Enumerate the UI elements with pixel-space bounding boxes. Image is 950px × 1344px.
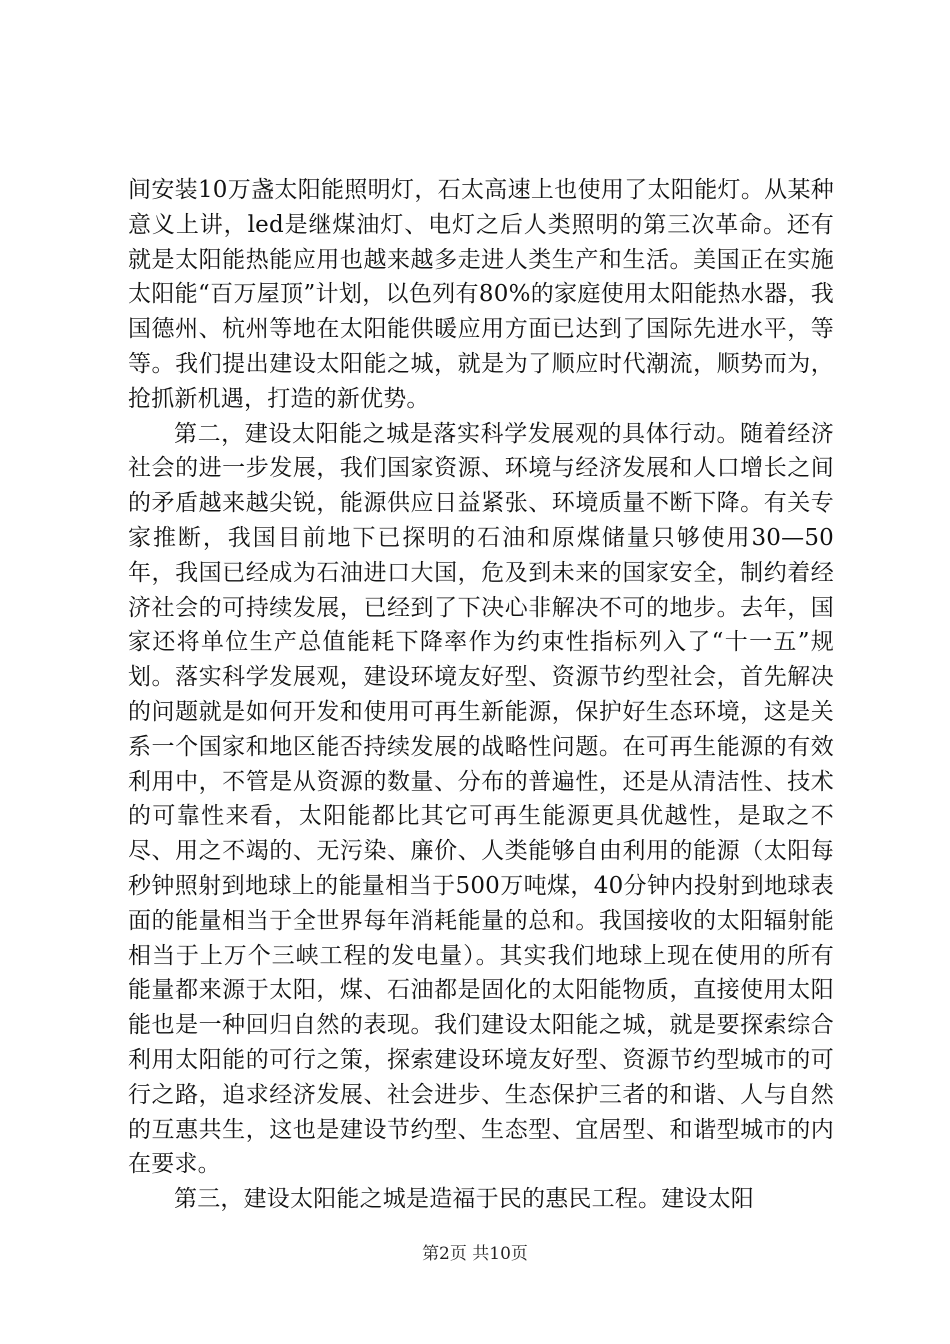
paragraph-3: 第三，建设太阳能之城是造福于民的惠民工程。建设太阳 (174, 1186, 754, 1213)
body-text (128, 173, 834, 1217)
paragraph-1: 间安装10万盏太阳能照明灯，石太高速上也使用了太阳能灯。从某种意义上讲，led是继煤油灯、电灯之后人类照明的第三次革命。还有就是太阳能热能应用也越来越多走进人类生产和生活。美国正在实施太阳能“百万屋顶”计划，以色列有80%的家庭使用太阳能热水器，我国德州、杭州等地在太阳能供暖应用方面已达到了国际先进水平，等等。我们提出建设太阳能之城，就是为了顺应时代潮流，顺势而为，抢抓新机遇，打造的新优势。 (128, 177, 834, 412)
paragraph-2: 第二，建设太阳能之城是落实科学发展观的具体行动。随着经济社会的进一步发展，我们国家资源、环境与经济发展和人口增长之间的矛盾越来越尖锐，能源供应日益紧张、环境质量不断下降。有关专家推断，我国目前地下已探明的石油和原煤储量只够使用30—50年，我国已经成为石油进口大国，危及到未来的国家安全，制约着经济社会的可持续发展，已经到了下决心非解决不可的地步。去年，国家还将单位生产总值能耗下降率作为约束性指标列入了“十一五”规划。落实科学发展观，建设环境友好型、资源节约型社会，首先解决的问题就是如何开发和使用可再生新能源，保护好生态环境，这是关系一个国家和地区能否持续发展的战略性问题。在可再生能源的有效利用中，不管是从资源的数量、分布的普遍性，还是从清洁性、技术的可靠性来看，太阳能都比其它可再生能源更具优越性，是取之不尽、用之不竭的、无污染、廉价、人类能够自由利用的能源（太阳每秒钟照射到地球上的能量相当于500万吨煤，40分钟内投射到地球表面的能量相当于全世界每年消耗能量的总和。我国接收的太阳辐射能相当于上万个三峡工程的发电量）。其实我们地球上现在使用的所有能量都来源于太阳，煤、石油都是固化的太阳能物质，直接使用太阳能也是一种回归自然的表现。我们建设太阳能之城，就是要探索综合利用太阳能的可行之策，探索建设环境友好型、资源节约型城市的可行之路，追求经济发展、社会进步、生态保护三者的和谐、人与自然的互惠共生，这也是建设节约型、生态型、宜居型、和谐型城市的内在要求。 (128, 420, 834, 1178)
page-footer: 第2页 共10页 (422, 1244, 528, 1264)
